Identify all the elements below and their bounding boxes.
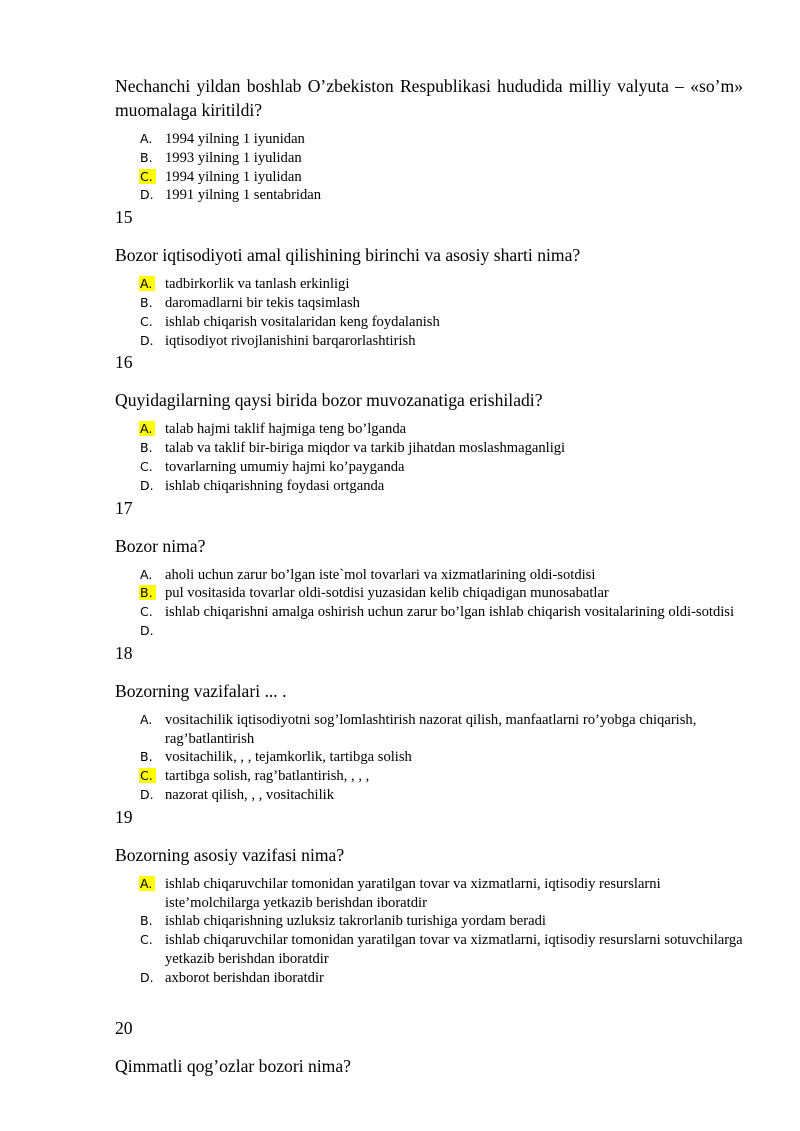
option-letter: D. [140, 622, 154, 638]
option-letter: D. [140, 187, 154, 203]
question-17: Bozor nima? [115, 535, 206, 556]
option-letter: C. [140, 932, 153, 948]
option-letter: D. [140, 332, 154, 348]
option-17-d [115, 622, 743, 641]
options-17 [115, 566, 743, 641]
option-19-a [115, 875, 743, 913]
option-letter: B. [140, 913, 153, 929]
option-text: ishlab chiqarishning foydasi ortganda [165, 477, 385, 494]
option-letter: D. [140, 969, 154, 985]
question-14: Nechanchi yildan boshlab O’zbekiston Respublikasi hududida milliy valyuta – «so’m» muomalaga kiritildi? [115, 76, 743, 120]
option-letter: D. [140, 477, 154, 493]
highlighted-option-letter: A. [139, 276, 155, 291]
document-page [115, 74, 743, 1078]
option-16-d [115, 477, 743, 496]
question-19: Bozorning asosiy vazifasi nima? [115, 844, 345, 865]
option-14-d [115, 186, 743, 205]
option-18-c [115, 767, 743, 786]
question-15: Bozor iqtisodiyoti amal qilishining birinchi va asosiy sharti nima? [115, 245, 581, 266]
highlighted-option-letter: B. [139, 585, 156, 600]
question-20: Qimmatli qog’ozlar bozori nima? [115, 1055, 351, 1076]
option-14-a [115, 130, 743, 149]
option-letter: A. [140, 131, 153, 146]
option-letter: C. [140, 458, 153, 474]
option-text: pul vositasida tovarlar oldi-sotdisi yuzasidan kelib chiqadigan munosabatlar [165, 585, 609, 602]
question-number-16: 16 [115, 352, 133, 373]
option-17-a [115, 566, 743, 585]
options-18 [115, 711, 743, 805]
option-19-b [115, 912, 743, 931]
option-text: ishlab chiqarish vositalaridan keng foydalanish [165, 313, 440, 330]
options-19 [115, 875, 743, 988]
option-text: aholi uchun zarur bo’lgan iste`mol tovarlari va xizmatlarining oldi-sotdisi [165, 566, 596, 583]
question-number-17: 17 [115, 497, 133, 518]
option-letter: A. [140, 711, 153, 727]
option-16-c [115, 458, 743, 477]
option-19-d [115, 969, 743, 988]
option-16-b [115, 439, 743, 458]
options-16 [115, 420, 743, 495]
option-14-c [115, 168, 743, 187]
option-letter: B. [140, 440, 153, 456]
option-text: iqtisodiyot rivojlanishini barqarorlashtirish [165, 332, 416, 349]
option-18-d [115, 786, 743, 805]
question-16: Quyidagilarning qaysi birida bozor muvozanatiga erishiladi? [115, 390, 543, 411]
option-text: nazorat qilish, , , vositachilik [165, 786, 335, 803]
option-text: tartibga solish, rag’batlantirish, , , , [165, 768, 370, 785]
question-number-20: 20 [115, 1017, 133, 1038]
question-number-15: 15 [115, 207, 133, 228]
option-letter: C. [140, 313, 153, 329]
question-number-18: 18 [115, 642, 133, 663]
option-text: vositachilik, , , tejamkorlik, tartibga solish [165, 749, 412, 766]
option-text: 1993 yilning 1 iyulidan [165, 149, 302, 166]
option-18-b [115, 748, 743, 767]
option-15-d [115, 332, 743, 351]
highlighted-option-letter: A. [139, 421, 155, 436]
option-letter: A. [140, 566, 153, 582]
options-14 [115, 130, 743, 205]
option-17-b [115, 584, 743, 603]
option-letter: C. [140, 604, 153, 620]
option-text: daromadlarni bir tekis taqsimlash [165, 294, 360, 311]
highlighted-option-letter: C. [139, 768, 156, 783]
option-text: ishlab chiqaruvchilar tomonidan yaratilgan tovar va xizmatlarni, iqtisodiy resurslarni iste’molchilarga yetkazib berishdan iboratdir [165, 875, 661, 911]
option-text: ishlab chiqaruvchilar tomonidan yaratilgan tovar va xizmatlarni, iqtisodiy resurslarni sotuvchilarga yetkazib berishdan iboratdir [165, 932, 743, 967]
question-number-19: 19 [115, 806, 133, 827]
option-text: ishlab chiqarishni amalga oshirish uchun zarur bo’lgan ishlab chiqarish vositalarining oldi-sotdisi [165, 604, 735, 621]
option-text [165, 622, 743, 641]
option-19-c [115, 931, 743, 969]
option-text: axborot berishdan iboratdir [165, 969, 324, 986]
option-text: talab hajmi taklif hajmiga teng bo’lganda [165, 421, 407, 438]
option-16-a [115, 420, 743, 439]
highlighted-option-letter: C. [139, 169, 156, 184]
option-text: talab va taklif bir-biriga miqdor va tarkib jihatdan moslashmaganligi [165, 440, 566, 457]
option-17-c [115, 603, 743, 622]
options-15 [115, 275, 743, 350]
option-15-b [115, 294, 743, 313]
option-letter: D. [140, 786, 154, 802]
option-letter: B. [140, 149, 153, 165]
option-text: tadbirkorlik va tanlash erkinligi [165, 276, 350, 293]
option-text: ishlab chiqarishning uzluksiz takrorlanib turishiga yordam beradi [165, 913, 546, 930]
option-text: vositachilik iqtisodiyotni sog’lomlashtirish nazorat qilish, manfaatlarni ro’yobga chiqarish, rag’batlantirish [165, 711, 697, 747]
highlighted-option-letter: A. [139, 876, 155, 891]
option-14-b [115, 149, 743, 168]
option-15-c [115, 313, 743, 332]
option-text: 1991 yilning 1 sentabridan [165, 187, 322, 204]
option-letter: B. [140, 749, 153, 765]
option-15-a [115, 275, 743, 294]
option-18-a [115, 711, 743, 749]
option-text: 1994 yilning 1 iyunidan [165, 131, 305, 147]
question-18: Bozorning vazifalari ... . [115, 680, 287, 701]
option-text: 1994 yilning 1 iyulidan [165, 168, 302, 185]
option-text: tovarlarning umumiy hajmi ko’payganda [165, 458, 405, 475]
option-letter: B. [140, 294, 153, 310]
